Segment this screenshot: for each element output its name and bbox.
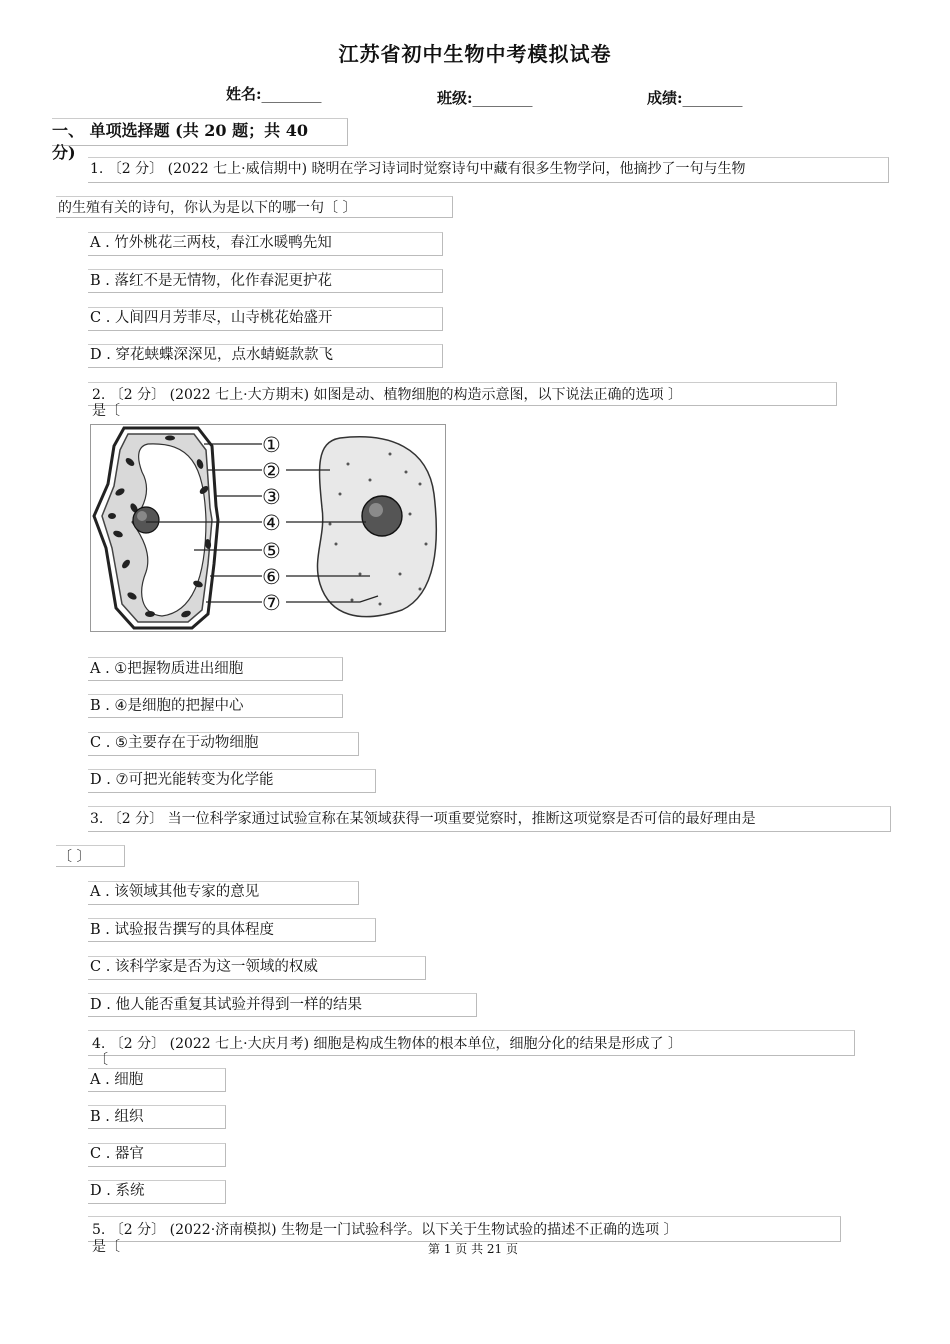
q3-option-b[interactable]: B . 试验报告撰写的具体程度: [90, 922, 274, 938]
question-1-stem: 1. 〔2 分〕 (2022 七上·威信期中) 晓明在学习诗词时觉察诗句中藏有很多生物学问，他摘抄了一句与生物: [90, 161, 746, 177]
plant-nucleus-highlight: [137, 511, 147, 521]
label-6: ⑥: [262, 565, 281, 589]
label-4: ④: [262, 511, 281, 535]
question-4-stem-cont: 〔: [94, 1052, 108, 1068]
name-field: [226, 83, 322, 104]
class-label: 班级:: [437, 89, 473, 107]
class-field: [437, 87, 533, 108]
animal-nucleus-highlight: [369, 503, 383, 517]
question-3-stem: 3. 〔2 分〕 当一位科学家通过试验宣称在某领域获得一项重要觉察时，推断这项觉察是否可信的最好理由是: [90, 811, 756, 827]
score-field: [647, 87, 743, 108]
page-title: 江苏省初中生物中考模拟试卷: [338, 42, 612, 66]
class-blank: ________: [472, 89, 533, 107]
question-4-stem: 4. 〔2 分〕 (2022 七上·大庆月考) 细胞是构成生物体的根本单位，细胞分化的结果是形成了 〕: [92, 1036, 682, 1052]
question-2-stem: 2. 〔2 分〕 (2022 七上·大方期末) 如图是动、植物细胞的构造示意图，以下说法正确的选项 〕: [92, 387, 682, 403]
question-2-stem-cont: 是〔: [92, 403, 120, 419]
q2-option-d[interactable]: D . ⑦可把光能转变为化学能: [90, 772, 274, 788]
q2-option-c[interactable]: C . ⑤主要存在于动物细胞: [90, 735, 259, 751]
plant-cell-nucleus: [133, 507, 159, 533]
q1-option-c[interactable]: C . 人间四月芳菲尽，山寺桃花始盛开: [90, 310, 333, 326]
q3-option-a[interactable]: A . 该领域其他专家的意见: [90, 884, 260, 900]
q3-option-d[interactable]: D . 他人能否重复其试验并得到一样的结果: [90, 997, 362, 1013]
label-1: ①: [262, 433, 281, 457]
q4-option-b[interactable]: B . 组织: [90, 1109, 144, 1125]
question-3-stem-cont: 〔 〕: [58, 849, 91, 865]
question-1-stem-cont: 的生殖有关的诗句，你认为是以下的哪一句〔 〕: [58, 200, 357, 216]
q4-option-a[interactable]: A . 细胞: [90, 1072, 144, 1088]
q4-option-d[interactable]: D . 系统: [90, 1183, 145, 1199]
label-7: ⑦: [262, 591, 281, 615]
score-label: 成绩:: [647, 89, 683, 107]
animal-cell-nucleus: [362, 496, 402, 536]
question-5-stem: 5. 〔2 分〕 (2022·济南模拟) 生物是一门试验科学。以下关于生物试验的描述不正确的选项 〕: [92, 1222, 678, 1238]
q1-option-d[interactable]: D . 穿花蛱蝶深深见，点水蜻蜓款款飞: [90, 347, 333, 363]
name-blank: ________: [261, 85, 322, 103]
q2-option-b[interactable]: B . ④是细胞的把握中心: [90, 698, 244, 714]
section-heading-line1: 一、 单项选择题 (共 20 题；共 40: [52, 121, 308, 140]
q2-option-a[interactable]: A . ①把握物质进出细胞: [90, 661, 244, 677]
label-3: ③: [262, 485, 281, 509]
q4-option-c[interactable]: C . 器官: [90, 1146, 144, 1162]
q3-option-c[interactable]: C . 该科学家是否为这一领域的权威: [90, 959, 318, 975]
label-5: ⑤: [262, 539, 281, 563]
q1-option-b[interactable]: B . 落红不是无情物，化作春泥更护花: [90, 273, 332, 289]
score-blank: ________: [682, 89, 743, 107]
question-5-stem-cont: 是〔: [92, 1239, 120, 1255]
page-footer: 第 1 页 共 21 页: [428, 1242, 518, 1256]
q1-option-a[interactable]: A . 竹外桃花三两枝，春江水暖鸭先知: [90, 235, 332, 251]
cell-structure-figure: [90, 424, 446, 632]
figure-labels: [262, 433, 281, 615]
name-label: 姓名:: [226, 85, 262, 103]
label-2: ②: [262, 459, 281, 483]
section-heading-line2: 分): [52, 143, 76, 162]
